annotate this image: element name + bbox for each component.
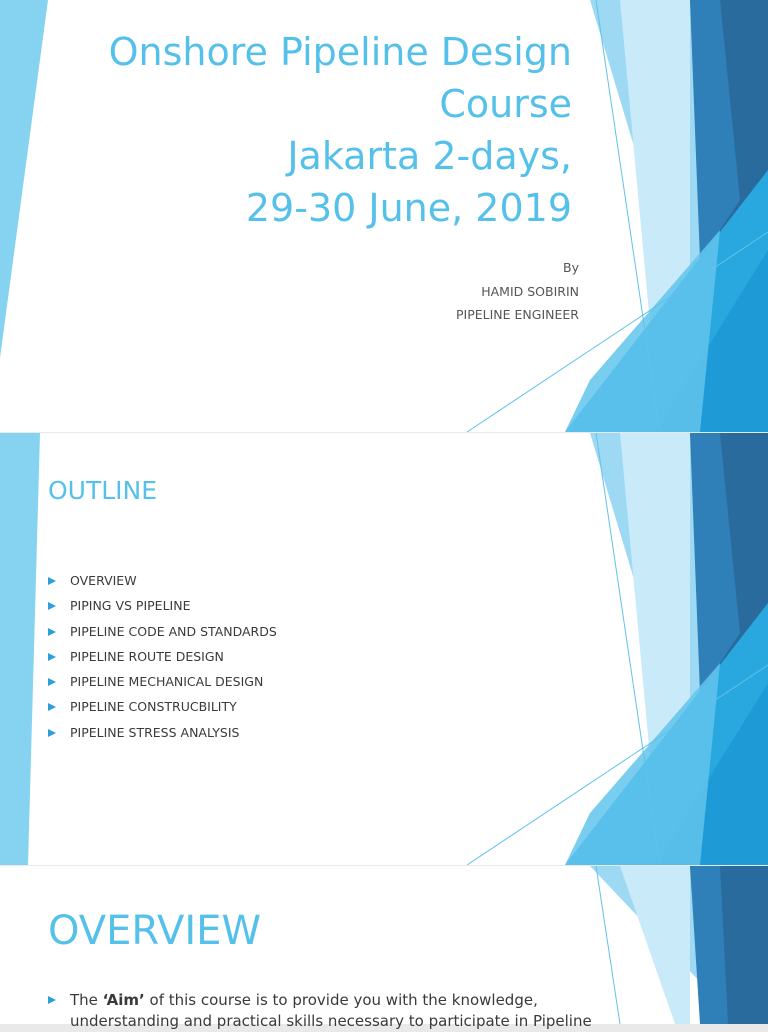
para-text: of this course is to provide you with the knowledge,: [144, 991, 538, 1009]
title-line: Onshore Pipeline Design: [108, 30, 572, 74]
outline-item: [48, 722, 277, 747]
outline-item-label: PIPELINE MECHANICAL DESIGN: [70, 674, 264, 690]
left-sliver-shape: [0, 433, 40, 865]
title-line: 29-30 June, 2019: [245, 186, 572, 230]
pale-facet-shape: [620, 866, 690, 1024]
para-text: The: [70, 991, 103, 1009]
title-line: Course: [439, 82, 572, 126]
author-name: HAMID SOBIRIN: [481, 283, 579, 299]
overview-heading: OVERVIEW: [48, 908, 262, 954]
bullet-arrow-icon: [48, 996, 56, 1004]
outline-item-label: PIPELINE CONSTRUCBILITY: [70, 699, 237, 715]
outline-item: [48, 570, 277, 595]
byline: [300, 256, 579, 327]
bullet-arrow-icon: [48, 577, 56, 585]
left-sliver-shape: [0, 0, 48, 358]
outline-heading: OUTLINE: [48, 476, 158, 505]
bullet-arrow-icon: [48, 602, 56, 610]
bullet-arrow-icon: [48, 628, 56, 636]
outline-item-label: PIPELINE ROUTE DESIGN: [70, 648, 224, 664]
bullet-arrow-icon: [48, 653, 56, 661]
bullet-arrow-icon: [48, 703, 56, 711]
overview-paragraph: [48, 990, 608, 1032]
para-aim-quote: [103, 991, 145, 1009]
outline-list: [48, 570, 277, 747]
outline-item-label: OVERVIEW: [70, 573, 137, 588]
outline-item: [48, 671, 277, 696]
slide-title: [0, 0, 768, 432]
aim-keyword: Aim: [106, 991, 140, 1009]
bullet-arrow-icon: [48, 729, 56, 737]
outline-item: [48, 696, 277, 721]
outline-item-label: PIPING VS PIPELINE: [70, 598, 191, 614]
bottom-light-facet-shape: [565, 663, 720, 865]
outline-item: [48, 621, 277, 646]
para-line: understanding and practical skills necessary to participate in Pipeline: [70, 1012, 592, 1030]
outline-item-label: PIPELINE STRESS ANALYSIS: [70, 724, 240, 740]
by-label: By: [563, 260, 579, 275]
title-line: Jakarta 2-days,: [287, 134, 572, 178]
outline-item-label: PIPELINE CODE AND STANDARDS: [70, 623, 277, 639]
bottom-light-facet-shape: [565, 230, 720, 432]
author-role: PIPELINE ENGINEER: [456, 307, 579, 322]
bullet-arrow-icon: [48, 678, 56, 686]
quote-open: ‘: [102, 991, 107, 1009]
outline-item: [48, 595, 277, 620]
quote-close: ’: [139, 991, 145, 1009]
outline-item: [48, 646, 277, 671]
slide-title-text: [60, 26, 572, 234]
